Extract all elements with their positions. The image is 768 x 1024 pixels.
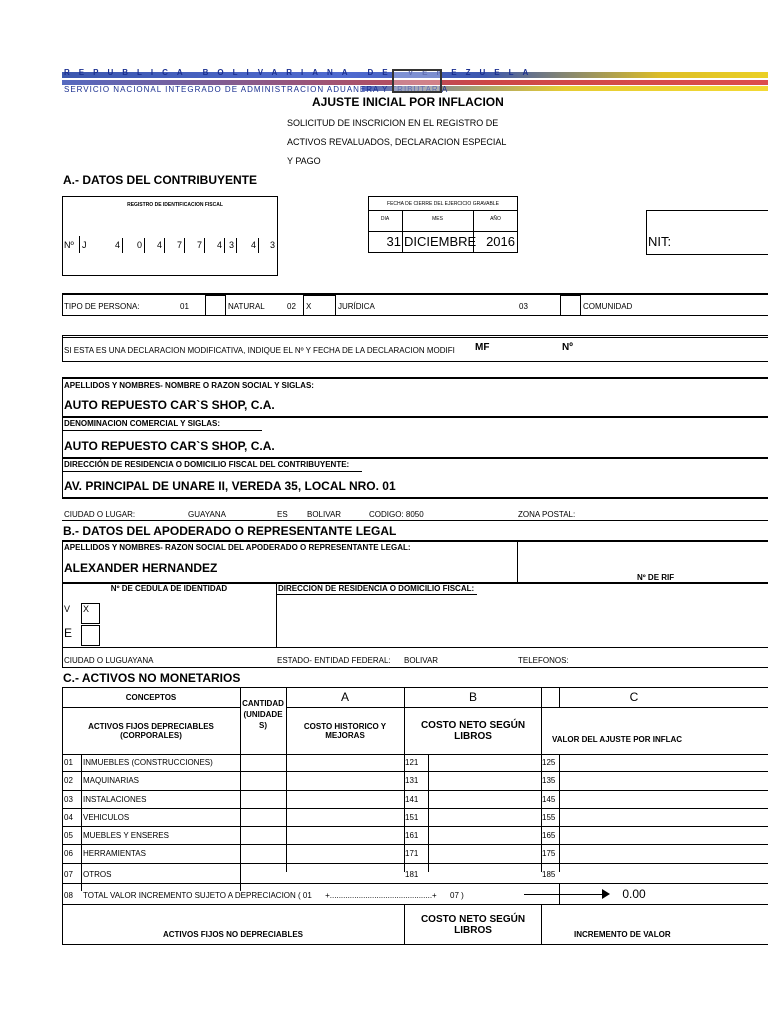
rif-label: REGISTRO DE IDENTIFICACION FISCAL	[127, 202, 223, 208]
natural-label: NATURAL	[228, 302, 265, 311]
comunidad-label: COMUNIDAD	[583, 302, 633, 311]
codigo-label: CODIGO: 8050	[369, 510, 424, 519]
estado-value: BOLIVAR	[307, 510, 342, 519]
row-num: 03	[64, 794, 73, 804]
row-code-b: 181	[405, 869, 419, 879]
section-a-title: A.- DATOS DEL CONTRIBUYENTE	[63, 173, 258, 187]
zona-postal-label: ZONA POSTAL:	[518, 510, 576, 519]
dia-label: DIA	[380, 216, 390, 222]
page-title: AJUSTE INICIAL POR INFLACION	[312, 95, 504, 109]
row-code-c: 155	[542, 812, 556, 822]
natural-checkbox[interactable]	[205, 295, 226, 316]
telefonos-label: TELEFONOS:	[518, 656, 569, 665]
rif-digit: 0	[136, 239, 142, 250]
row-code-c: 175	[542, 849, 556, 858]
costo-neto-header-2: COSTO NETO SEGÚN LIBROS	[420, 913, 526, 936]
apoderado-rif-label: Nº DE RIF	[637, 573, 675, 582]
fecha-label: FECHA DE CIERRE DEL EJERCICIO GRAVABLE	[387, 201, 499, 207]
comunidad-checkbox[interactable]	[560, 295, 581, 316]
direccion-label: DIRECCIÓN DE RESIDENCIA O DOMICILIO FISCAL DEL CONTRIBUYENTE:	[64, 460, 350, 469]
seniat-logo-icon	[392, 69, 442, 93]
cedula-label: Nº DE CEDULA DE IDENTIDAD	[110, 584, 228, 593]
row-code-c: 135	[542, 776, 556, 785]
juridica-label: JURÍDICA	[338, 302, 375, 311]
tipo-persona-row	[62, 293, 768, 316]
section-b-title: B.- DATOS DEL APODERADO O REPRESENTANTE LEGAL	[63, 524, 397, 538]
apoderado-block	[62, 540, 768, 668]
nombre-value: AUTO REPUESTO CAR`S SHOP, C.A.	[64, 398, 275, 412]
num-label: Nº	[562, 342, 573, 353]
es-label: ES	[277, 510, 288, 519]
row-num: 01	[64, 758, 73, 767]
subtitle-line-1: SOLICITUD DE INSCRICION EN EL REGISTRO DE	[287, 118, 499, 128]
col-a-header: A	[340, 690, 349, 704]
v-label: V	[64, 604, 71, 614]
activos-fijos-header: ACTIVOS FIJOS DEPRECIABLES (CORPORALES)	[88, 721, 214, 740]
subtitle-line-2: ACTIVOS REVALUADOS, DECLARACION ESPECIAL	[287, 137, 507, 147]
row-code-c: 145	[542, 794, 556, 804]
row-label: INMUEBLES (CONSTRUCCIONES)	[83, 758, 213, 767]
juridica-code: 02	[287, 302, 296, 311]
total-label: TOTAL VALOR INCREMENTO SUJETO A DEPRECIACION ( 01 +..............................................+ 07 )	[83, 890, 464, 900]
comunidad-code: 03	[519, 302, 528, 311]
section-c-title: C.- ACTIVOS NO MONETARIOS	[63, 671, 241, 685]
col-b-header: B	[468, 690, 477, 704]
row-code-b: 151	[405, 812, 419, 822]
cantidad-header: CANTIDAD (UNIDADES)	[242, 698, 284, 730]
row-label: VEHICULOS	[83, 812, 130, 822]
row-num: 05	[64, 830, 73, 840]
row-label: MAQUINARIAS	[83, 776, 140, 785]
total-value: 0.00	[622, 886, 646, 901]
tipo-persona-label: TIPO DE PERSONA:	[64, 302, 140, 311]
row-num: 04	[64, 812, 73, 822]
rif-digit: J	[79, 236, 109, 253]
valor-ajuste-header: VALOR DEL AJUSTE POR INFLAC	[552, 735, 683, 744]
banner-subtext: SERVICIO NACIONAL INTEGRADO DE ADMINISTRACION ADUANERA Y TRIBUTARIA	[64, 85, 449, 94]
modificativa-text: SI ESTA ES UNA DECLARACION MODIFICATIVA, INDIQUE EL Nº Y FECHA DE LA DECLARACION MODIFI	[64, 346, 455, 355]
rif-digit: 4	[156, 239, 162, 250]
natural-code: 01	[180, 302, 189, 311]
ciudad-label: CIUDAD O LUGAR:	[64, 510, 136, 519]
row-code-b: 171	[405, 849, 419, 858]
e-label: E	[64, 626, 73, 640]
row-code-c: 125	[542, 758, 556, 767]
banner-text: REPUBLICA BOLIVARIANA DE VENEZUELA	[64, 68, 538, 77]
e-checkbox[interactable]	[81, 625, 100, 646]
activos-table	[62, 687, 768, 945]
row-code-b: 121	[405, 758, 419, 767]
costo-neto-header: COSTO NETO SEGÚN LIBROS	[420, 719, 526, 742]
rif-digits	[79, 236, 278, 253]
direccion-value: AV. PRINCIPAL DE UNARE II, VEREDA 35, LOCAL NRO. 01	[64, 479, 396, 493]
apoderado-estado-value: BOLIVAR	[404, 656, 439, 665]
v-mark: X	[83, 604, 90, 614]
nit-label: NIT:	[648, 234, 672, 249]
rif-digit: 3	[269, 239, 275, 250]
apoderado-nombre-value: ALEXANDER HERNANDEZ	[64, 561, 218, 575]
apoderado-direccion-label: DIRECCION DE RESIDENCIA O DOMICILIO FISCAL:	[278, 584, 475, 593]
row-label: INSTALACIONES	[83, 794, 147, 804]
anio-value: 2016	[486, 234, 515, 249]
rif-digit: 7	[196, 239, 202, 250]
dia-value: 31	[386, 234, 401, 249]
incremento-header: INCREMENTO DE VALOR	[574, 929, 671, 939]
no-depreciables-header: ACTIVOS FIJOS NO DEPRECIABLES	[162, 929, 304, 939]
row-code-b: 131	[405, 776, 419, 785]
subtitle-line-3: Y PAGO	[287, 156, 321, 166]
rif-digit: 7	[176, 239, 182, 250]
row-num: 02	[64, 776, 73, 785]
row-code-c: 185	[542, 869, 556, 879]
conceptos-header: CONCEPTOS	[125, 692, 177, 702]
ciudad-value: GUAYANA	[188, 510, 226, 519]
row-label: MUEBLES Y ENSERES	[83, 830, 169, 840]
header-banner	[62, 68, 768, 96]
apoderado-ciudad-label: CIUDAD O LUGUAYANA	[64, 656, 154, 665]
denominacion-label: DENOMINACION COMERCIAL Y SIGLAS:	[64, 419, 221, 428]
rif-prefix: Nº	[64, 240, 74, 250]
denominacion-value: AUTO REPUESTO CAR`S SHOP, C.A.	[64, 439, 275, 453]
row-label: HERRAMIENTAS	[83, 849, 146, 858]
costo-historico-header: COSTO HISTORICO Y MEJORAS	[303, 721, 387, 740]
rif-digit: 4	[114, 239, 120, 250]
apoderado-nombre-label: APELLIDOS Y NOMBRES- RAZON SOCIAL DEL APODERADO O REPRESENTANTE LEGAL:	[64, 543, 411, 552]
mes-label: MES	[432, 216, 443, 222]
row-code-b: 141	[405, 794, 419, 804]
mes-value: DICIEMBRE	[404, 234, 477, 249]
rif-digit: 3	[228, 239, 234, 250]
row-code-b: 161	[405, 830, 419, 840]
anio-label: AÑO	[490, 216, 501, 222]
rif-digit: 4	[216, 239, 222, 250]
rif-digit: 4	[250, 239, 256, 250]
row-num: 07	[64, 869, 73, 879]
col-c-header: C	[629, 690, 639, 704]
total-num: 08	[64, 890, 73, 900]
row-num: 06	[64, 849, 73, 858]
mf-label: MF	[475, 342, 490, 353]
juridica-mark: X	[306, 302, 312, 311]
apoderado-estado-label: ESTADO- ENTIDAD FEDERAL:	[277, 656, 391, 665]
row-code-c: 165	[542, 830, 556, 840]
row-label: OTROS	[83, 869, 112, 879]
nombre-label: APELLIDOS Y NOMBRES- NOMBRE O RAZON SOCIAL Y SIGLAS:	[64, 381, 314, 390]
